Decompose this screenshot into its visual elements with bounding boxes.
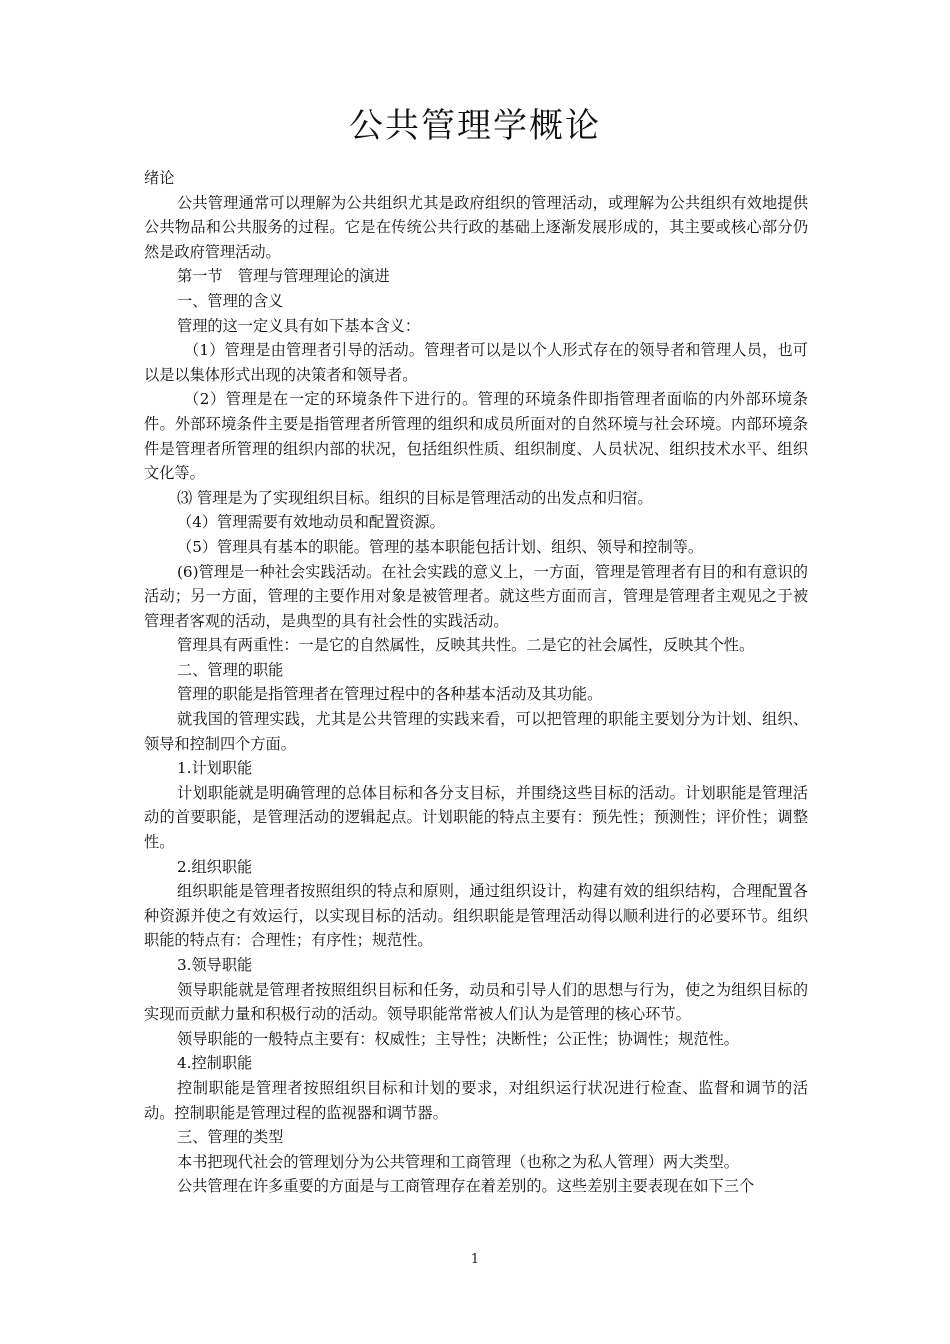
- paragraph: 三、管理的类型: [177, 1128, 284, 1147]
- paragraph: 公共管理通常可以理解为公共组织尤其是政府组织的管理活动，或理解为公共组织有效地提供公共物品和公共服务的过程。它是在传统公共行政的基础上逐渐发展形成的，其主要或核心部分仍然是政府管理活动。: [144, 193, 808, 261]
- paragraph: 绪论: [144, 169, 175, 187]
- paragraph: （2）管理是在一定的环境条件下进行的。管理的环境条件即指管理者面临的内外部环境条件。外部环境条件主要是指管理者所管理的组织和成员所面对的自然环境与社会环境。内部环境条件是管理者所管理的组织内部的状况，包括组织性质、组织制度、人员状况、组织技术水平、组织文化等。: [144, 390, 808, 483]
- paragraph: 计划职能就是明确管理的总体目标和各分支目标，并围绕这些目标的活动。计划职能是管理活动的首要职能，是管理活动的逻辑起点。计划职能的特点主要有：预先性；预测性；评价性；调整性。: [144, 783, 808, 852]
- paragraph: （5）管理具有基本的职能。管理的基本职能包括计划、组织、领导和控制等。: [177, 537, 704, 556]
- paragraph: 领导职能的一般特点主要有：权威性；主导性；决断性；公正性；协调性；规范性。: [177, 1029, 739, 1048]
- paragraph: 控制职能是管理者按照组织目标和计划的要求，对组织运行状况进行检查、监督和调节的活动。控制职能是管理过程的监视器和调节器。: [144, 1078, 808, 1122]
- paragraph: 2.组织职能: [177, 857, 253, 876]
- paragraph: 管理的这一定义具有如下基本含义：: [177, 316, 420, 335]
- paragraph: （1）管理是由管理者引导的活动。管理者可以是以个人形式存在的领导者和管理人员，也可以是以集体形式出现的决策者和领导者。: [144, 341, 808, 384]
- paragraph: 3.领导职能: [177, 956, 253, 974]
- paragraph: 组织职能是管理者按照组织的特点和原则，通过组织设计，构建有效的组织结构，合理配置各种资源并使之有效运行，以实现目标的活动。组织职能是管理活动得以顺利进行的必要环节。组织职能的特点有：合理性；有序性；规范性。: [144, 882, 808, 950]
- paragraph: 一、管理的含义: [177, 291, 284, 310]
- page-title: 公共管理学概论: [349, 106, 601, 146]
- paragraph: ⑶ 管理是为了实现组织目标。组织的目标是管理活动的出发点和归宿。: [177, 488, 653, 507]
- paragraph: 二、管理的职能: [177, 660, 284, 679]
- paragraph: 管理的职能是指管理者在管理过程中的各种基本活动及其功能。: [177, 685, 603, 704]
- paragraph: 就我国的管理实践，尤其是公共管理的实践来看，可以把管理的职能主要划分为计划、组织、领导和控制四个方面。: [144, 710, 808, 753]
- paragraph: 4.控制职能: [177, 1054, 253, 1073]
- page-number: 1: [470, 1252, 480, 1267]
- paragraph: 公共管理在许多重要的方面是与工商管理存在着差别的。这些差别主要表现在如下三个: [177, 1177, 755, 1196]
- paragraph: (6)管理是一种社会实践活动。在社会实践的意义上，一方面，管理是管理者有目的和有意识的活动；另一方面，管理的主要作用对象是被管理者。就这些方面而言，管理是管理者主观见之于被管理者客观的活动，是典型的具有社会性的实践活动。: [144, 562, 808, 630]
- paragraph: 本书把现代社会的管理划分为公共管理和工商管理（也称之为私人管理）两大类型。: [177, 1152, 739, 1171]
- paragraph: 1.计划职能: [177, 759, 253, 778]
- paragraph: 领导职能就是管理者按照组织目标和任务，动员和引导人们的思想与行为，使之为组织目标的实现而贡献力量和积极行动的活动。领导职能常常被人们认为是管理的核心环节。: [144, 980, 808, 1024]
- document-body: [144, 166, 808, 1199]
- paragraph: 第一节 管理与管理理论的演进: [177, 267, 390, 286]
- paragraph: 管理具有两重性：一是它的自然属性，反映其共性。二是它的社会属性，反映其个性。: [177, 636, 755, 655]
- paragraph: （4）管理需要有效地动员和配置资源。: [177, 513, 445, 532]
